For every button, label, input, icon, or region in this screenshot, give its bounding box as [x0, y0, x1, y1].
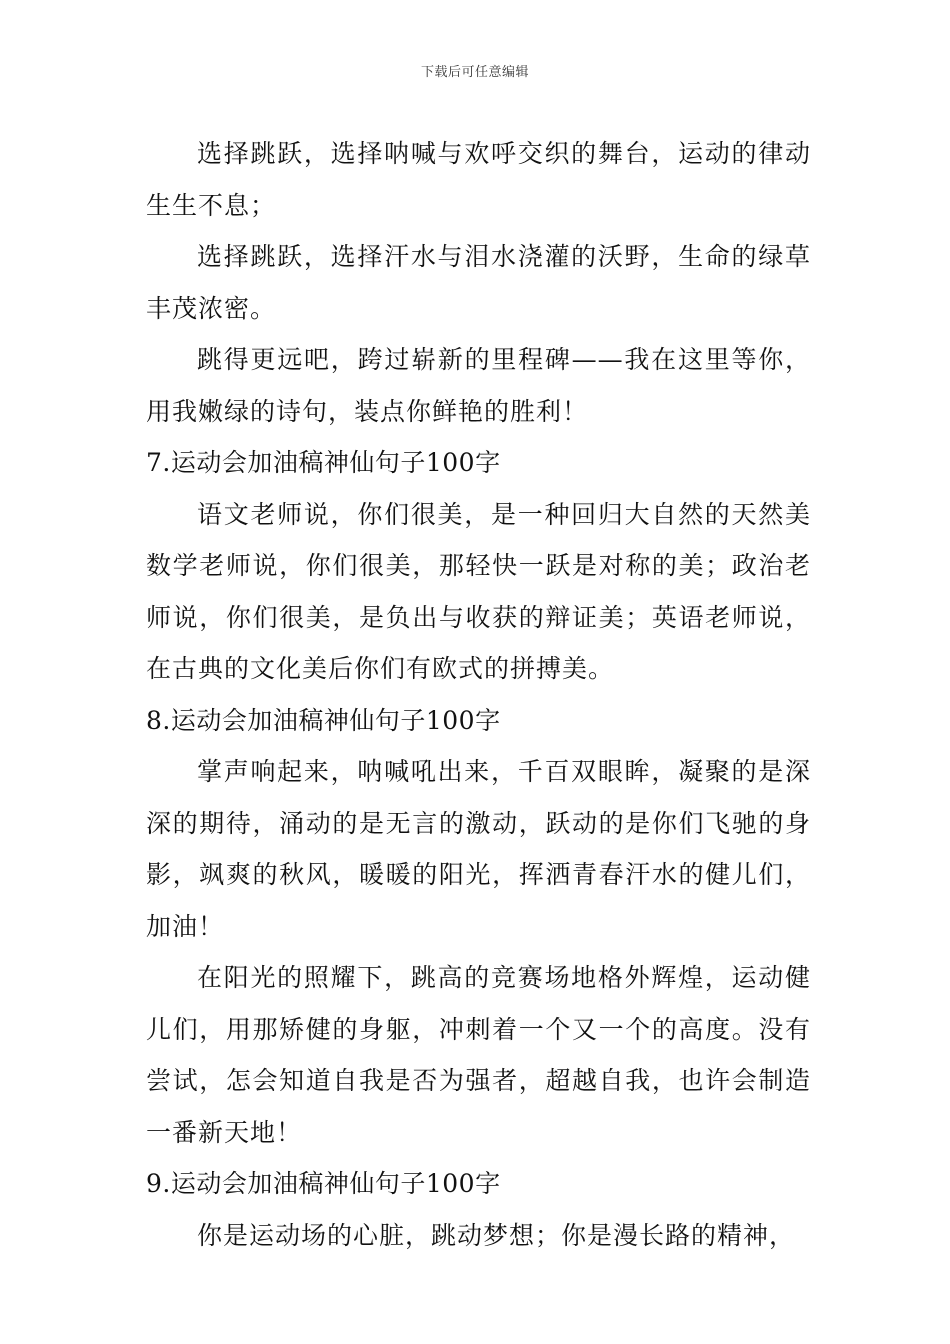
paragraph: 选择跳跃，选择呐喊与欢呼交织的舞台，运动的律动生生不息；: [146, 139, 811, 220]
paragraph: 在阳光的照耀下，跳高的竞赛场地格外辉煌，运动健儿们，用那矫健的身躯，冲刺着一个又一个的高度。没有尝试，怎会知道自我是否为强者，超越自我，也许会制造一番新天地！: [146, 963, 811, 1147]
page-header-note: 下载后可任意编辑: [420, 65, 529, 80]
section-heading: 7.运动会加油稿神仙句子100字: [146, 448, 501, 477]
paragraph: 掌声响起来，呐喊吼出来，千百双眼眸，凝聚的是深深的期待，涌动的是无言的激动，跃动的是你们飞驰的身影，飒爽的秋风，暖暖的阳光，挥洒青春汗水的健儿们，加油！: [146, 757, 811, 941]
paragraph: 选择跳跃，选择汗水与泪水浇灌的沃野，生命的绿草丰茂浓密。: [146, 242, 811, 323]
paragraph: 语文老师说，你们很美，是一种回归大自然的天然美数学老师说，你们很美，那轻快一跃是对称的美；政治老师说，你们很美，是负出与收获的辩证美；英语老师说，在古典的文化美后你们有欧式的拼搏美。: [146, 499, 811, 683]
paragraph: 你是运动场的心脏，跳动梦想；你是漫长路的精神，: [197, 1220, 796, 1250]
section-heading: 9.运动会加油稿神仙句子100字: [146, 1169, 501, 1198]
paragraph: 跳得更远吧，跨过崭新的里程碑——我在这里等你，用我嫩绿的诗句，装点你鲜艳的胜利！: [146, 345, 811, 426]
section-heading: 8.运动会加油稿神仙句子100字: [146, 705, 501, 735]
document-body: [146, 128, 811, 1261]
